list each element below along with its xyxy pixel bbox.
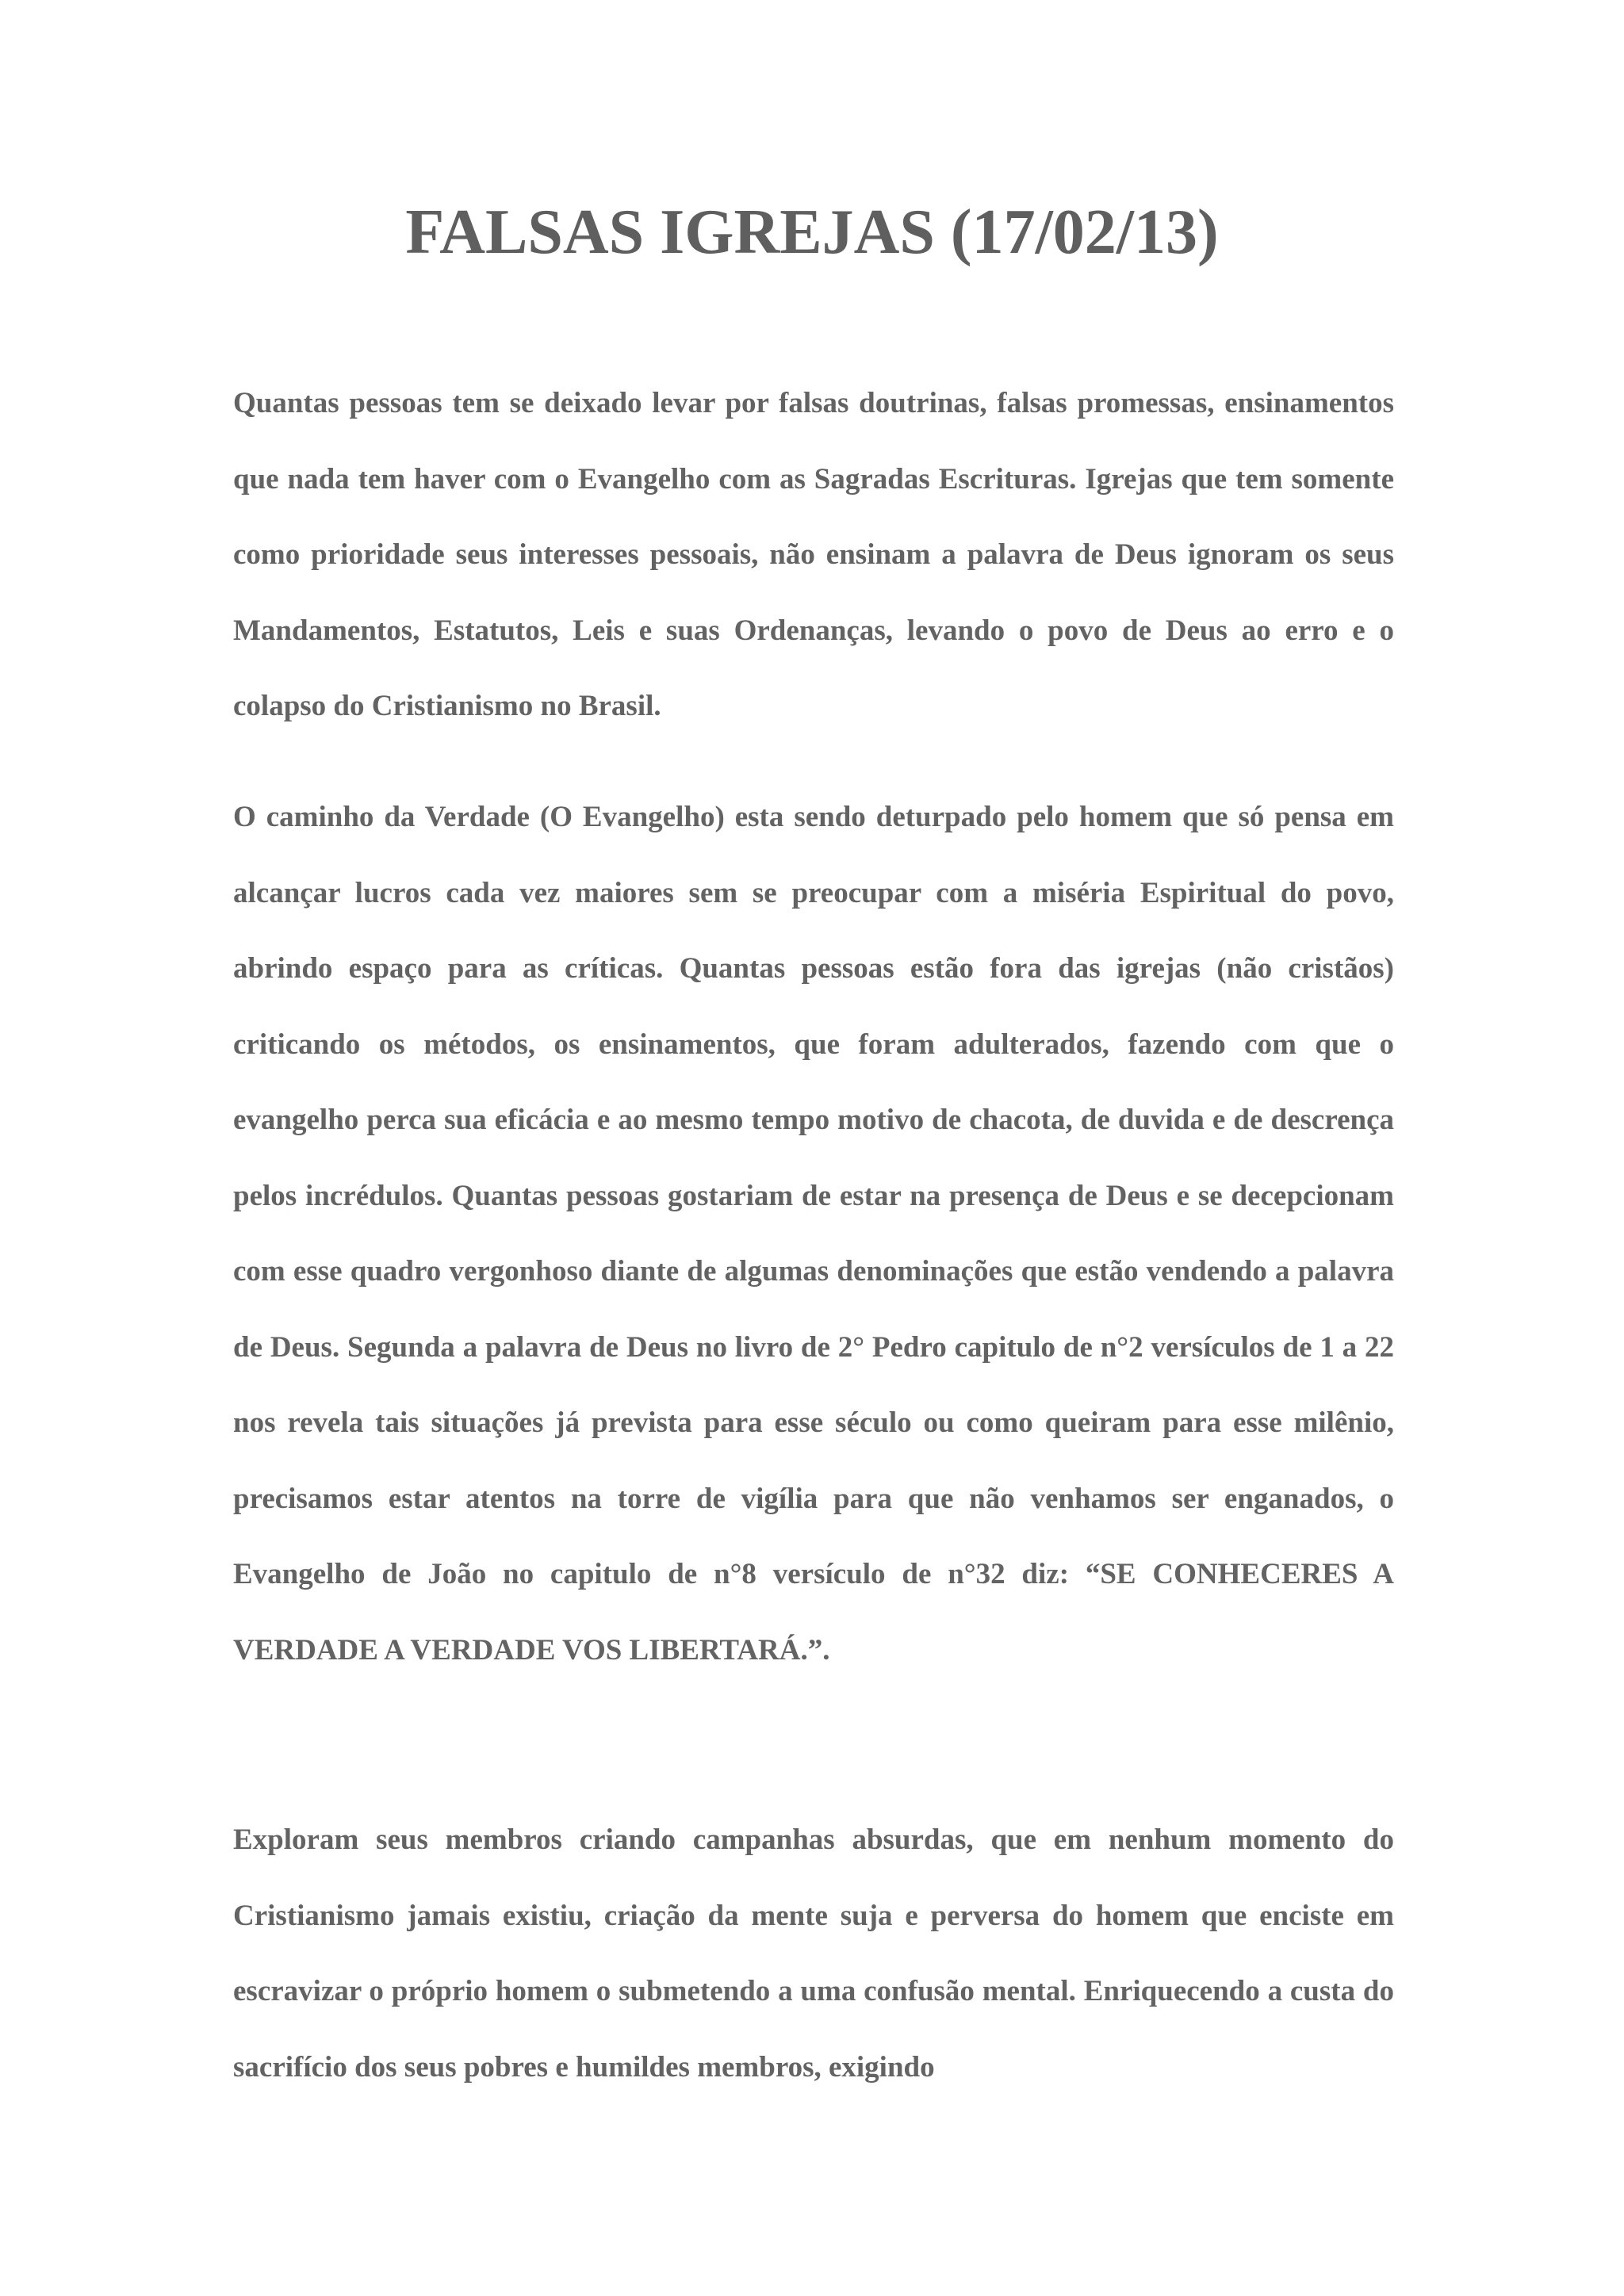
paragraph-2: O caminho da Verdade (O Evangelho) esta sendo deturpado pelo homem que só pensa em alcançar lucros cada vez maiores sem se preocupar com a miséria Espiritual do povo, abrindo espaço para as críticas. Quantas pessoas estão fora das igrejas (não cristãos) criticando os métodos, os ensinamentos, que foram adulterados, fazendo com que o evangelho perca sua eficácia e ao mesmo tempo motivo de chacota, de duvida e de descrença pelos incrédulos. Quantas pessoas gostariam de estar na presença de Deus e se decepcionam com esse quadro vergonhoso diante de algumas denominações que estão vendendo a palavra de Deus. Segunda a palavra de Deus no livro de 2° Pedro capitulo de n°2 versículos de 1 a 22 nos revela tais situações já prevista para esse século ou como queiram para esse milênio, precisamos estar atentos na torre de vigília para que não venhamos ser enganados, o Evangelho de João no capitulo de n°8 versículo de n°32 diz: “SE CONHECERES A VERDADE A VERDADE VOS LIBERTARÁ.”. [233, 801, 1394, 1667]
paragraph-3: Exploram seus membros criando campanhas absurdas, que em nenhum momento do Cristianismo jamais existiu, criação da mente suja e perversa do homem que enciste em escravizar o próprio homem o submetendo a uma confusão mental. Enriquecendo a custa do sacrifício dos seus pobres e humildes membros, exigindo [233, 1823, 1394, 2084]
paragraph-1: Quantas pessoas tem se deixado levar por falsas doutrinas, falsas promessas, ensinamentos que nada tem haver com o Evangelho com as Sagradas Escrituras. Igrejas que tem somente como prioridade seus interesses pessoais, não ensinam a palavra de Deus ignoram os seus Mandamentos, Estatutos, Leis e suas Ordenanças, levando o povo de Deus ao erro e o colapso do Cristianismo no Brasil. [233, 387, 1394, 722]
document-title: FALSAS IGREJAS (17/02/13) [405, 197, 1219, 267]
